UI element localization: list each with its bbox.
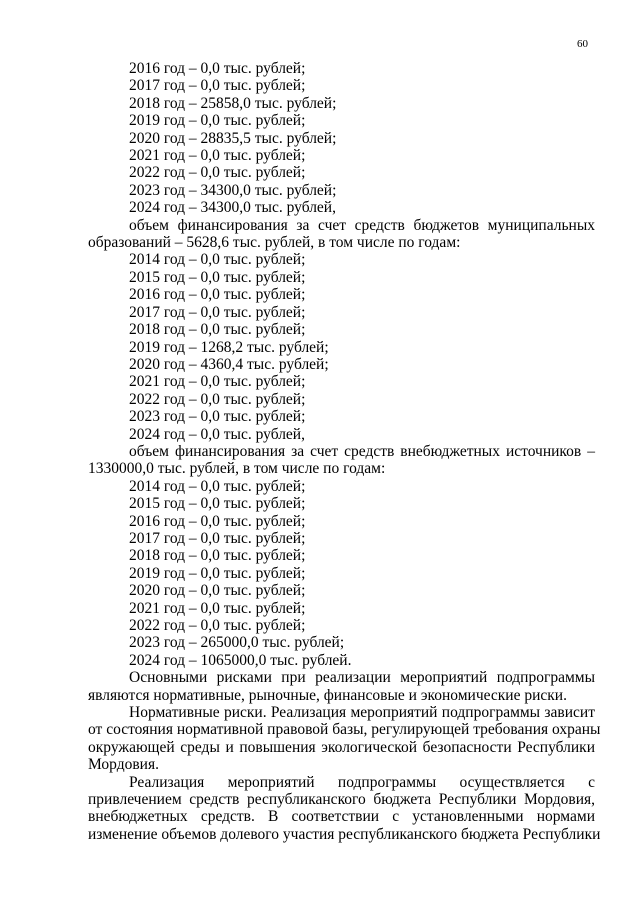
list-item: 2022 год – 0,0 тыс. рублей;: [129, 390, 306, 408]
list-item: 2023 год – 34300,0 тыс. рублей;: [129, 181, 337, 199]
paragraph-line: Реализация мероприятий подпрограммы осуществляется с: [129, 773, 595, 791]
paragraph-line: образований – 5628,6 тыс. рублей, в том числе по годам:: [88, 234, 461, 252]
paragraph-implementation: [88, 773, 601, 844]
list-item: 2019 год – 0,0 тыс. рублей;: [129, 564, 306, 582]
funding-list-regional: [88, 60, 595, 217]
list-item: 2021 год – 0,0 тыс. рублей;: [129, 373, 306, 391]
paragraph-line: изменение объемов долевого участия республиканского бюджета Республики: [88, 825, 601, 843]
list-item: 2022 год – 0,0 тыс. рублей;: [129, 164, 306, 182]
list-item: 2017 год – 0,0 тыс. рублей;: [129, 303, 306, 321]
list-item: 2017 год – 0,0 тыс. рублей;: [129, 77, 306, 95]
list-item: 2019 год – 1268,2 тыс. рублей;: [129, 338, 329, 356]
list-item: 2023 год – 0,0 тыс. рублей;: [129, 408, 306, 426]
paragraph-line: внебюджетных средств. В соответствии с установленными нормами: [88, 808, 595, 826]
funding-list-municipal: [88, 251, 595, 442]
paragraph-municipal-funding: [88, 217, 595, 252]
paragraph-line: Мордовия.: [88, 756, 159, 774]
list-item: 2023 год – 265000,0 тыс. рублей;: [129, 634, 345, 652]
list-item: 2024 год – 34300,0 тыс. рублей,: [129, 199, 336, 217]
paragraph-main-risks: [88, 669, 595, 704]
paragraph-line: окружающей среды и повышения экологической безопасности Республики: [88, 738, 595, 756]
paragraph-line: объем финансирования за счет средств внебюджетных источников –: [129, 442, 595, 460]
list-item: 2020 год – 4360,4 тыс. рублей;: [129, 355, 329, 373]
list-item: 2015 год – 0,0 тыс. рублей;: [129, 495, 306, 513]
paragraph-line: привлечением средств республиканского бюджета Республики Мордовия,: [88, 791, 595, 809]
paragraph-line: являются нормативные, рыночные, финансовые и экономические риски.: [88, 686, 567, 704]
paragraph-line: объем финансирования за счет средств бюджетов муниципальных: [129, 216, 595, 234]
funding-list-extrabudgetary: [88, 478, 595, 669]
page-number: 60: [577, 38, 588, 50]
paragraph-line: Основными рисками при реализации мероприятий подпрограммы: [129, 669, 595, 687]
list-item: 2024 год – 1065000,0 тыс. рублей.: [129, 651, 352, 669]
list-item: 2024 год – 0,0 тыс. рублей,: [129, 425, 305, 443]
paragraph-extrabudgetary-funding: [88, 443, 595, 478]
list-item: 2021 год – 0,0 тыс. рублей;: [129, 599, 306, 617]
list-item: 2019 год – 0,0 тыс. рублей;: [129, 112, 306, 130]
list-item: 2021 год – 0,0 тыс. рублей;: [129, 147, 306, 165]
list-item: 2015 год – 0,0 тыс. рублей;: [129, 268, 306, 286]
list-item: 2016 год – 0,0 тыс. рублей;: [129, 286, 306, 304]
list-item: 2014 год – 0,0 тыс. рублей;: [129, 251, 306, 269]
page-content: [88, 60, 601, 843]
paragraph-line: Нормативные риски. Реализация мероприятий подпрограммы зависит: [129, 704, 595, 722]
list-item: 2020 год – 28835,5 тыс. рублей;: [129, 129, 337, 147]
list-item: 2022 год – 0,0 тыс. рублей;: [129, 617, 306, 634]
list-item: 2018 год – 25858,0 тыс. рублей;: [129, 94, 337, 112]
paragraph-line: 1330000,0 тыс. рублей, в том числе по годам:: [88, 460, 386, 478]
list-item: 2017 год – 0,0 тыс. рублей;: [129, 529, 306, 547]
list-item: 2014 год – 0,0 тыс. рублей;: [129, 477, 306, 495]
list-item: 2018 год – 0,0 тыс. рублей;: [129, 321, 306, 339]
list-item: 2020 год – 0,0 тыс. рублей;: [129, 582, 306, 600]
list-item: 2016 год – 0,0 тыс. рублей;: [129, 60, 306, 77]
list-item: 2018 год – 0,0 тыс. рублей;: [129, 547, 306, 565]
paragraph-line: от состояния нормативной правовой базы, регулирующей требования охраны: [88, 721, 601, 739]
paragraph-normative-risks: [88, 704, 601, 774]
list-item: 2016 год – 0,0 тыс. рублей;: [129, 512, 306, 530]
